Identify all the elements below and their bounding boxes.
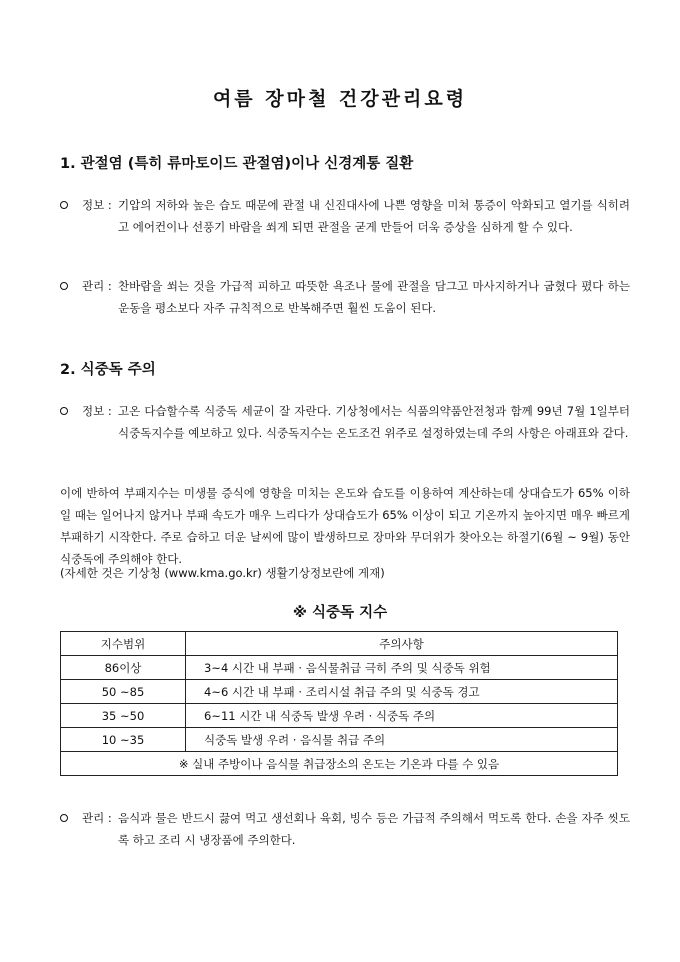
table-row — [61, 728, 618, 752]
table-row — [61, 656, 618, 680]
table-row — [61, 680, 618, 704]
care-label: 관리 : — [82, 811, 112, 825]
info-text: 고온 다습할수록 식중독 세균이 잘 자란다. 기상청에서는 식품의약품안전청과 함께 99년 7월 1일부터 식중독지수를 예보하고 있다. 식중독지수는 온도조건 위주로 설정하였는데 주의 사항은 아래표와 같다. — [118, 404, 630, 440]
table-note-row — [61, 752, 618, 776]
circle-bullet-icon — [60, 275, 74, 297]
care-text: 음식과 물은 반드시 끓여 먹고 생선회나 육회, 빙수 등은 가급적 주의해서 먹도록 한다. 손을 자주 씻도록 하고 조리 시 냉장품에 주의한다. — [118, 811, 630, 847]
circle-bullet-icon — [60, 400, 74, 422]
info-label: 정보 : — [82, 198, 112, 212]
table-note: ※ 실내 주방이나 음식물 취급장소의 온도는 기온과 다를 수 있음 — [61, 752, 618, 776]
spoilage-paragraph: 이에 반하여 부패지수는 미생물 증식에 영향을 미치는 온도와 습도를 이용하여 계산하는데 상대습도가 65% 이하일 때는 일어나지 않거나 부패 속도가 매우 느리다가 상대습도가 65% 이상이 되고 기온까지 높아지면 매우 빠르게 부패하기 시작한다. 주로 습하고 더운 날씨에 많이 발생하므로 장마와 무더위가 찾아오는 하절기(6월 ~ 9월) 동안 식중독에 주의해야 한다. — [60, 486, 630, 566]
food-poisoning-index-table — [60, 631, 618, 776]
info-label: 정보 : — [82, 404, 112, 418]
column-header: 주의사항 — [186, 632, 618, 656]
section-2-info — [60, 400, 630, 444]
document-title: 여름 장마철 건강관리요령 — [212, 88, 468, 110]
info-text: 기압의 저하와 높은 습도 때문에 관절 내 신진대사에 나쁜 영향을 미쳐 통증이 악화되고 열기를 식히려고 에어컨이나 선풍기 바람을 쐬게 되면 관절을 굳게 만들어 더욱 증상을 심하게 할 수 있다. — [118, 198, 630, 234]
index-range-cell: 10 ~35 — [61, 728, 186, 752]
section-2-heading: 2. 식중독 주의 — [60, 362, 156, 378]
caution-cell: 6~11 시간 내 식중독 발생 우려 · 식중독 주의 — [186, 704, 618, 728]
care-text: 찬바람을 쐬는 것을 가급적 피하고 따뜻한 욕조나 물에 관절을 담그고 마사지하거나 굽혔다 폈다 하는 운동을 평소보다 자주 규칙적으로 반복해주면 훨씬 도움이 된다. — [118, 279, 630, 315]
reference-note: (자세한 것은 기상청 (www.kma.go.kr) 생활기상정보란에 게재) — [60, 566, 385, 580]
caution-cell: 식중독 발생 우려 · 음식물 취급 주의 — [186, 728, 618, 752]
circle-bullet-icon — [60, 194, 74, 216]
section-1-heading: 1. 관절염 (특히 류마토이드 관절염)이나 신경계통 질환 — [60, 156, 414, 172]
section-1-info — [60, 194, 630, 238]
caution-cell: 3~4 시간 내 부패 · 음식물취급 극히 주의 및 식중독 위험 — [186, 656, 618, 680]
care-label: 관리 : — [82, 279, 112, 293]
table-title: ※ 식중독 지수 — [292, 605, 388, 621]
table-header-row — [61, 632, 618, 656]
column-header: 지수범위 — [61, 632, 186, 656]
index-range-cell: 50 ~85 — [61, 680, 186, 704]
index-range-cell: 35 ~50 — [61, 704, 186, 728]
circle-bullet-icon — [60, 807, 74, 829]
caution-cell: 4~6 시간 내 부패 · 조리시설 취급 주의 및 식중독 경고 — [186, 680, 618, 704]
table-row — [61, 704, 618, 728]
section-1-care — [60, 275, 630, 319]
section-2-care — [60, 807, 630, 851]
index-range-cell: 86이상 — [61, 656, 186, 680]
